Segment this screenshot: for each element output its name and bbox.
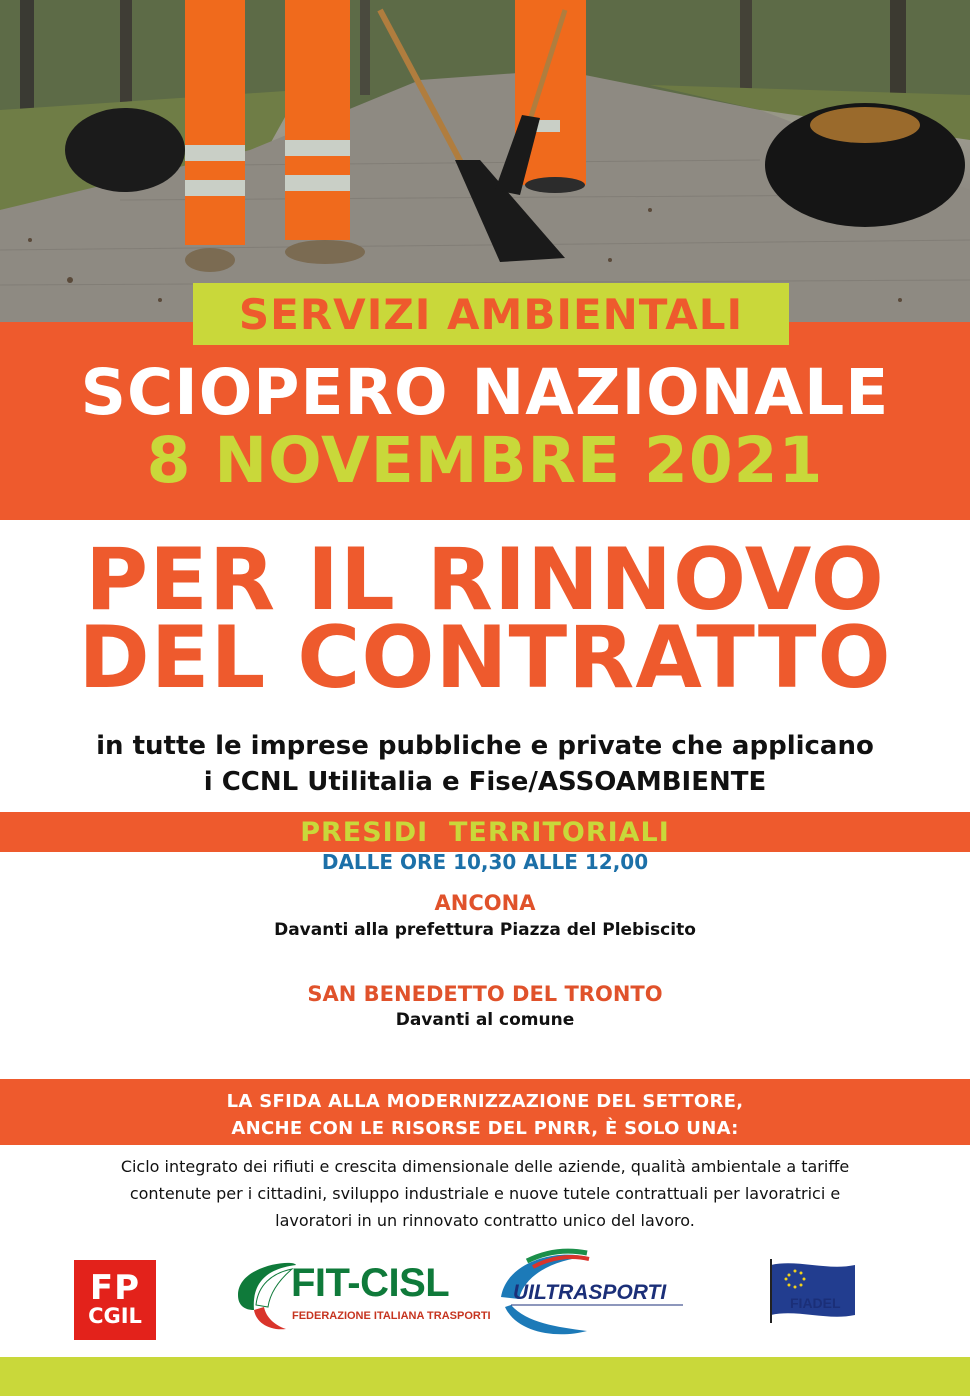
presidi-heading: PRESIDI TERRITORIALI [300, 816, 670, 848]
street-sweepers-illustration [0, 0, 970, 325]
sfida-body-line-3: lavoratori in un rinnovato contratto unico del lavoro. [275, 1211, 695, 1230]
location-place: Davanti alla prefettura Piazza del Plebiscito [274, 920, 696, 940]
fiadel-flag-icon [767, 1259, 857, 1323]
category-label: SERVIZI AMBIENTALI [238, 289, 744, 339]
category-banner [193, 283, 789, 345]
subtitle-line-1: in tutte le imprese pubbliche e private che applicano [96, 731, 874, 761]
strike-date: 8 NOVEMBRE 2021 [146, 424, 824, 497]
sfida-body-line-1: Ciclo integrato dei rifiuti e crescita dimensionale delle aziende, qualità ambientale a tariffe [120, 1157, 850, 1176]
uiltrasporti-logo-name: UILTRASPORTI [513, 1281, 667, 1304]
fp-cgil-logo [74, 1260, 156, 1340]
fp-cgil-logo-top: FP [89, 1268, 141, 1309]
fit-cisl-logo-subtitle: FEDERAZIONE ITALIANA TRASPORTI [292, 1310, 491, 1322]
header-photo [0, 0, 970, 325]
location-city: SAN BENEDETTO DEL TRONTO [307, 982, 663, 1006]
fit-cisl-logo-name: FIT-CISL [291, 1261, 450, 1305]
strike-headline: SCIOPERO NAZIONALE [80, 356, 890, 429]
fiadel-logo-name: FIADEL [790, 1295, 841, 1311]
sfida-body-line-2: contenute per i cittadini, sviluppo industriale e nuove tutele contrattuali per lavoratrici e [129, 1184, 841, 1203]
sfida-heading-line-2: ANCHE CON LE RISORSE DEL PNRR, È SOLO UNA: [231, 1118, 739, 1139]
subtitle-line-2: i CCNL Utilitalia e Fise/ASSOAMBIENTE [203, 767, 767, 797]
main-title-line-2: DEL CONTRATTO [78, 608, 892, 708]
location-place: Davanti al comune [395, 1010, 575, 1030]
location-city: ANCONA [434, 891, 536, 915]
main-title-line-1: PER IL RINNOVO [85, 530, 885, 630]
presidi-hours: DALLE ORE 10,30 ALLE 12,00 [321, 850, 649, 874]
sfida-heading-line-1: LA SFIDA ALLA MODERNIZZAZIONE DEL SETTORE, [226, 1091, 744, 1112]
fp-cgil-logo-bottom: CGIL [88, 1304, 142, 1329]
presidi-banner [0, 812, 970, 852]
bottom-stripe [0, 1357, 970, 1396]
